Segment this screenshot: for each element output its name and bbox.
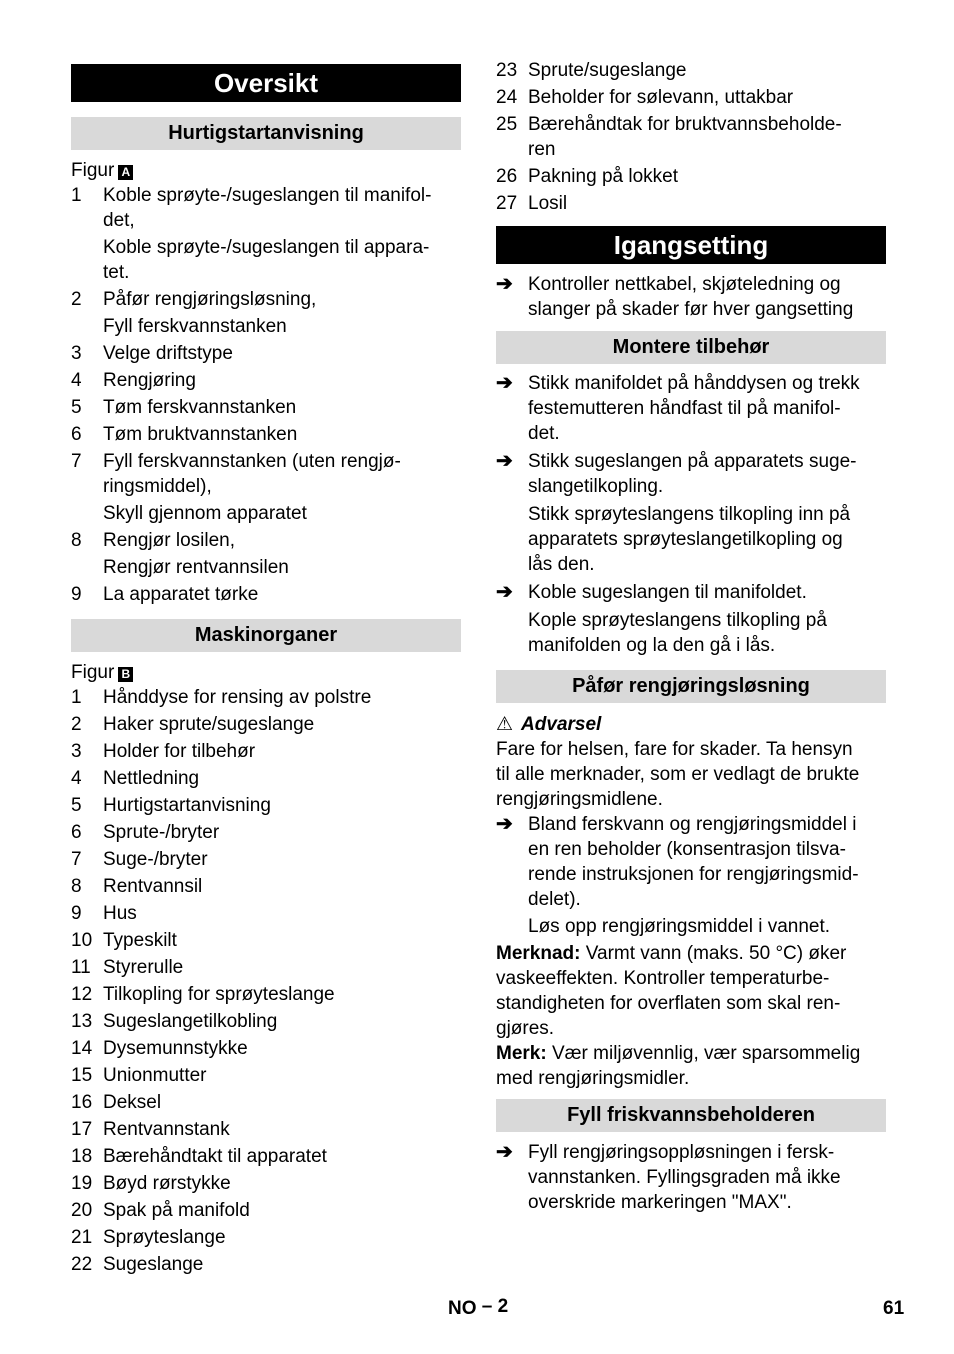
item-text: Typeskilt	[103, 930, 177, 951]
list-item	[71, 1117, 461, 1142]
list-item	[71, 820, 461, 845]
item-text: Rengjøring	[103, 370, 196, 391]
arrow-right-icon: ➔	[496, 372, 513, 394]
item-number: 3	[71, 741, 82, 762]
heading-accessories: Montere tilbehør	[496, 331, 886, 364]
item-text: Nettledning	[103, 768, 200, 789]
detergent-step-2: Løs opp rengjøringsmiddel i vannet.	[528, 916, 831, 937]
accessory-step	[496, 371, 886, 446]
step-text: Stikk sugeslangen på apparatets suge- slangetilkopling.	[528, 451, 857, 497]
item-text: Haker sprute/sugeslange	[103, 714, 315, 735]
item-number: 21	[71, 1227, 93, 1248]
item-number: 27	[496, 193, 518, 214]
item-number: 23	[496, 60, 518, 81]
startup-check: ➔ Kontroller nettkabel, skjøteledning og slanger på skader før hver gangsetting	[496, 273, 854, 320]
item-number: 10	[71, 930, 93, 951]
item-text: La apparatet tørke	[103, 584, 259, 605]
item-text: Holder for tilbehør	[103, 741, 256, 762]
item-text: Skyll gjennom apparatet	[103, 503, 307, 524]
figure-ref-a: Figur A	[71, 158, 461, 183]
list-item	[71, 368, 461, 393]
item-text: Spak på manifold	[103, 1200, 250, 1221]
item-text: Styrerulle	[103, 957, 184, 978]
item-number: 6	[71, 822, 82, 843]
item-text: Velge driftstype	[103, 343, 233, 364]
figure-letter-b: B	[118, 667, 133, 682]
list-item	[71, 1225, 461, 1250]
step-text: Kople sprøyteslangens tilkopling på manifolden og la den gå i lås.	[528, 610, 827, 656]
list-item	[71, 766, 461, 791]
item-text: Dysemunnstykke	[103, 1038, 248, 1059]
item-text: Bærehåndtakt til apparatet	[103, 1146, 327, 1167]
item-text: Rentvannstank	[103, 1119, 230, 1140]
list-item	[71, 422, 461, 447]
item-number: 9	[71, 584, 82, 605]
figure-ref-b: Figur B	[71, 660, 461, 685]
page-number: 61	[883, 1298, 905, 1319]
list-item	[496, 191, 886, 216]
list-item	[71, 582, 461, 607]
item-number: 15	[71, 1065, 93, 1086]
list-item	[71, 1036, 461, 1061]
item-number: 8	[71, 530, 82, 551]
warning-label: ⚠ Advarsel	[496, 714, 602, 735]
accessory-step	[496, 580, 886, 605]
list-item	[71, 712, 461, 737]
item-number: 4	[71, 370, 82, 391]
heading-detergent: Påfør rengjøringsløsning	[496, 670, 886, 703]
item-text: Suge-/bryter	[103, 849, 208, 870]
arrow-right-icon: ➔	[496, 581, 513, 603]
item-number: 20	[71, 1200, 93, 1221]
item-text: Hurtigstartanvisning	[103, 795, 271, 816]
item-text: Tøm bruktvannstanken	[103, 424, 298, 445]
list-item	[496, 85, 886, 110]
item-text: Sprute-/bryter	[103, 822, 220, 843]
heading-fill: Fyll friskvannsbeholderen	[496, 1099, 886, 1132]
list-item	[71, 287, 461, 312]
step-text: Stikk manifoldet på hånddysen og trekk festemutteren håndfast til på manifol- det.	[528, 373, 860, 444]
item-text: Tøm ferskvannstanken	[103, 397, 297, 418]
item-text: Hånddyse for rensing av polstre	[103, 687, 372, 708]
item-number: 11	[71, 957, 91, 978]
list-item	[71, 739, 461, 764]
list-item	[496, 112, 886, 162]
note-merk: Merk: Vær miljøvennlig, vær sparsommelig med rengjøringsmidler.	[496, 1043, 861, 1089]
item-number: 4	[71, 768, 82, 789]
item-number: 13	[71, 1011, 93, 1032]
accessory-step	[496, 502, 886, 577]
item-number: 22	[71, 1254, 93, 1275]
list-item	[71, 449, 461, 499]
parts-list-continued	[496, 58, 886, 216]
item-text: Tilkopling for sprøyteslange	[103, 984, 335, 1005]
item-number: 18	[71, 1146, 93, 1167]
step-text: Stikk sprøyteslangens tilkopling inn på apparatets sprøyteslangetilkopling og lås den.	[528, 504, 851, 575]
item-number: 16	[71, 1092, 93, 1113]
arrow-right-icon: ➔	[496, 273, 513, 295]
list-item	[71, 928, 461, 953]
accessory-step	[496, 449, 886, 499]
item-text: Sprute/sugeslange	[528, 60, 687, 81]
arrow-right-icon: ➔	[496, 813, 513, 835]
list-item	[71, 314, 461, 339]
item-text: Sprøyteslange	[103, 1227, 226, 1248]
left-column	[71, 0, 461, 1279]
accessories-steps	[496, 371, 886, 658]
item-number: 7	[71, 451, 82, 472]
item-text: Rengjør rentvannsilen	[103, 557, 289, 578]
accessory-step	[496, 608, 886, 658]
item-text: Koble sprøyte-/sugeslangen til manifol- det,	[103, 185, 432, 231]
item-number: 1	[71, 687, 82, 708]
item-text: Rengjør losilen,	[103, 530, 235, 551]
item-number: 2	[71, 289, 82, 310]
item-text: Pakning på lokket	[528, 166, 678, 187]
warning-text: Fare for helsen, fare for skader. Ta hensyn til alle merknader, som er vedlagt de brukte rengjøringsmidlene.	[496, 739, 860, 810]
list-item	[71, 1198, 461, 1223]
heading-parts: Maskinorganer	[71, 619, 461, 652]
list-item	[71, 183, 461, 233]
quickstart-steps	[71, 183, 461, 607]
item-number: 12	[71, 984, 93, 1005]
item-number: 14	[71, 1038, 93, 1059]
list-item	[71, 1090, 461, 1115]
item-number: 9	[71, 903, 82, 924]
item-text: Sugeslange	[103, 1254, 204, 1275]
list-item	[71, 235, 461, 285]
detergent-step-1: ➔ Bland ferskvann og rengjøringsmiddel i en ren beholder (konsentrasjon tilsva- rende instruksjonen for rengjøringsmid- delet).	[496, 813, 859, 910]
item-text: Deksel	[103, 1092, 162, 1113]
item-text: Unionmutter	[103, 1065, 207, 1086]
item-number: 5	[71, 795, 82, 816]
item-number: 1	[71, 185, 82, 206]
item-text: Koble sprøyte-/sugeslangen til appara- tet.	[103, 237, 430, 283]
list-item	[496, 164, 886, 189]
item-number: 17	[71, 1119, 93, 1140]
list-item	[71, 1144, 461, 1169]
fill-step: ➔ Fyll rengjøringsoppløsningen i fersk- vannstanken. Fyllingsgraden må ikke overskride markeringen "MAX".	[496, 1141, 841, 1213]
list-item	[71, 955, 461, 980]
item-number: 19	[71, 1173, 93, 1194]
item-text: Beholder for sølevann, uttakbar	[528, 87, 794, 108]
item-text: Fyll ferskvannstanken (uten rengjø- ringsmiddel),	[103, 451, 401, 497]
list-item	[71, 341, 461, 366]
note-merknad: Merknad: Varmt vann (maks. 50 °C) øker vaskeeffekten. Kontroller temperaturbe- standigheten for overflaten som skal ren- gjøres.	[496, 943, 847, 1039]
list-item	[71, 1171, 461, 1196]
list-item	[71, 1009, 461, 1034]
item-number: 3	[71, 343, 82, 364]
arrow-right-icon: ➔	[496, 1141, 513, 1163]
list-item	[71, 874, 461, 899]
item-text: Losil	[528, 193, 568, 214]
list-item	[71, 555, 461, 580]
item-number: 8	[71, 876, 82, 897]
list-item	[71, 1063, 461, 1088]
item-number: 5	[71, 397, 82, 418]
item-number: 26	[496, 166, 518, 187]
item-number: 2	[71, 714, 82, 735]
item-number: 7	[71, 849, 82, 870]
item-text: Bærehåndtak for bruktvannsbeholde- ren	[528, 114, 842, 160]
list-item	[71, 901, 461, 926]
list-item	[71, 1252, 461, 1277]
warning-triangle-icon: ⚠	[496, 714, 514, 735]
list-item	[71, 528, 461, 553]
step-text: Koble sugeslangen til manifoldet.	[528, 582, 807, 603]
item-number: 24	[496, 87, 518, 108]
item-number: 25	[496, 114, 518, 135]
item-text: Påfør rengjøringsløsning,	[103, 289, 317, 310]
list-item	[71, 982, 461, 1007]
list-item	[71, 847, 461, 872]
footer-section: NO – 2	[448, 1296, 509, 1319]
figure-letter-a: A	[118, 165, 133, 180]
list-item	[496, 58, 886, 83]
item-text: Fyll ferskvannstanken	[103, 316, 287, 337]
right-column	[496, 0, 886, 1215]
item-text: Sugeslangetilkobling	[103, 1011, 278, 1032]
item-number: 6	[71, 424, 82, 445]
parts-list	[71, 685, 461, 1277]
list-item	[71, 395, 461, 420]
item-text: Hus	[103, 903, 137, 924]
section-title-igangsetting: Igangsetting	[496, 226, 886, 264]
heading-quickstart: Hurtigstartanvisning	[71, 117, 461, 150]
list-item	[71, 685, 461, 710]
arrow-right-icon: ➔	[496, 450, 513, 472]
item-text: Rentvannsil	[103, 876, 203, 897]
item-text: Bøyd rørstykke	[103, 1173, 231, 1194]
list-item	[71, 501, 461, 526]
list-item	[71, 793, 461, 818]
section-title-oversikt: Oversikt	[71, 64, 461, 102]
